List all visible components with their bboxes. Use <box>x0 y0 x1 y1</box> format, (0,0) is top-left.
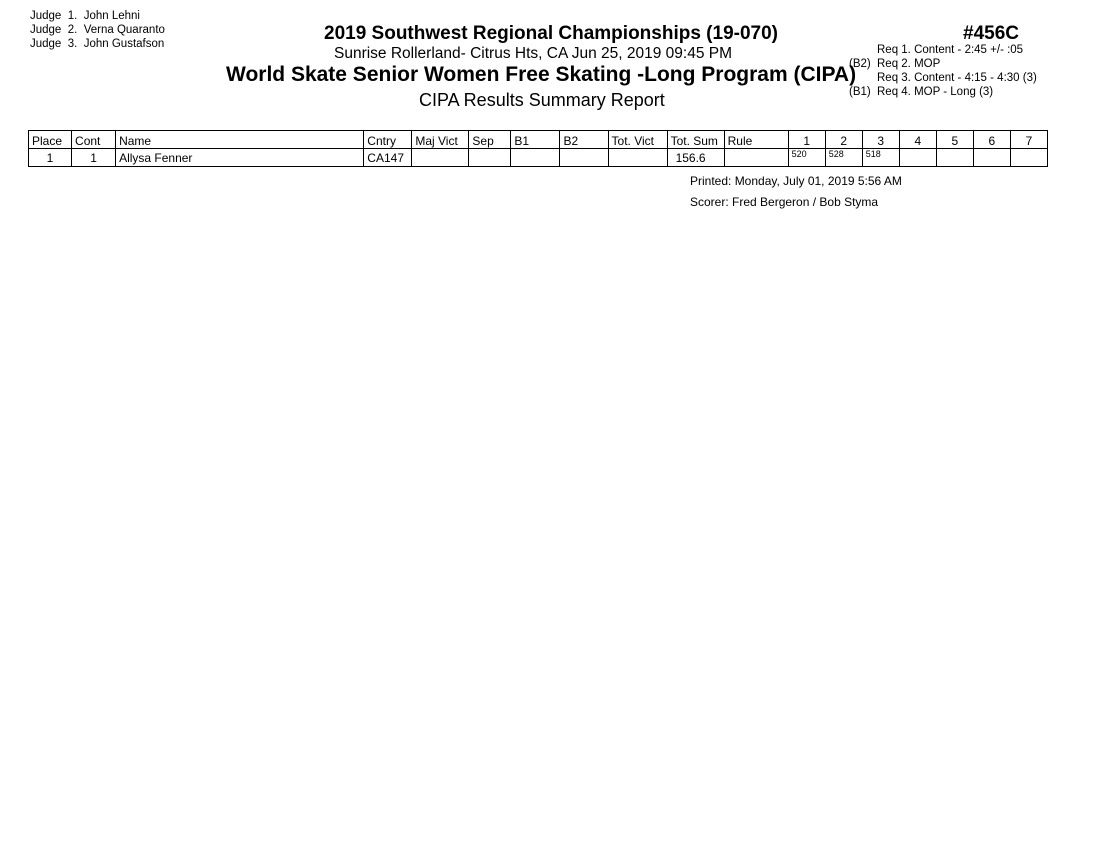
report-title: CIPA Results Summary Report <box>419 90 665 110</box>
column-header-tot-sum: Tot. Sum <box>667 131 724 149</box>
column-header-sep: Sep <box>469 131 511 149</box>
cell-judge-6 <box>973 149 1010 167</box>
judge-label: Judge <box>30 38 62 50</box>
column-header-judge-3: 3 <box>862 131 899 149</box>
cell-judge-7 <box>1010 149 1047 167</box>
column-header-judge-2: 2 <box>825 131 862 149</box>
requirement-text: Req 4. MOP - Long (3) <box>877 86 994 98</box>
cell-cntry: CA147 <box>364 149 412 167</box>
printed-timestamp: Printed: Monday, July 01, 2019 5:56 AM <box>690 174 902 188</box>
requirement-row <box>849 85 1037 99</box>
judge-name: John Gustafson <box>83 38 165 50</box>
requirement-text: Req 3. Content - 4:15 - 4:30 (3) <box>877 72 1037 84</box>
column-header-cont: Cont <box>72 131 116 149</box>
judge-name: John Lehni <box>83 10 140 22</box>
judge-row <box>30 9 165 23</box>
event-number: #456C <box>963 23 1019 44</box>
judge-label: Judge <box>30 10 62 22</box>
cell-place: 1 <box>29 149 72 167</box>
cell-sep <box>469 149 511 167</box>
requirements-list <box>849 43 1037 99</box>
judge-number: 2. <box>67 24 78 36</box>
column-header-cntry: Cntry <box>364 131 412 149</box>
requirement-text: Req 2. MOP <box>877 58 941 70</box>
cell-b1 <box>511 149 560 167</box>
table-header-row <box>29 131 1048 149</box>
cell-name: Allysa Fenner <box>116 149 364 167</box>
cell-judge-4 <box>899 149 936 167</box>
judge-number: 1. <box>67 10 78 22</box>
judge-row <box>30 23 165 37</box>
cell-rule <box>724 149 788 167</box>
column-header-judge-4: 4 <box>899 131 936 149</box>
requirement-prefix: (B2) <box>849 58 871 70</box>
column-header-judge-6: 6 <box>973 131 1010 149</box>
scorer-line: Scorer: Fred Bergeron / Bob Styma <box>690 195 879 209</box>
judge-number: 3. <box>67 38 78 50</box>
cell-judge-5 <box>936 149 973 167</box>
venue-line: Sunrise Rollerland- Citrus Hts, CA Jun 25, 2019 09:45 PM <box>334 45 733 62</box>
cell-tot-vict <box>608 149 667 167</box>
event-title: World Skate Senior Women Free Skating -Long Program (CIPA) <box>226 63 857 86</box>
judge-list <box>30 9 165 51</box>
column-header-judge-7: 7 <box>1010 131 1047 149</box>
judge-name: Verna Quaranto <box>83 24 165 36</box>
cell-maj-vict <box>412 149 469 167</box>
column-header-rule: Rule <box>724 131 788 149</box>
requirement-row <box>849 57 1037 71</box>
requirement-row <box>849 71 1037 85</box>
column-header-b2: B2 <box>560 131 608 149</box>
column-header-judge-5: 5 <box>936 131 973 149</box>
table-row <box>29 149 1048 167</box>
cell-tot-sum: 156.6 <box>667 149 724 167</box>
cell-cont: 1 <box>72 149 116 167</box>
judge-label: Judge <box>30 24 62 36</box>
column-header-b1: B1 <box>511 131 560 149</box>
cell-b2 <box>560 149 608 167</box>
cell-judge-1: 520 <box>788 149 825 167</box>
requirement-text: Req 1. Content - 2:45 +/- :05 <box>877 44 1024 56</box>
results-table <box>28 130 1048 167</box>
column-header-tot-vict: Tot. Vict <box>608 131 667 149</box>
judge-row <box>30 37 165 51</box>
championship-title: 2019 Southwest Regional Championships (19-070) <box>324 23 778 44</box>
requirement-prefix: (B1) <box>849 86 871 98</box>
cell-judge-2: 528 <box>825 149 862 167</box>
column-header-maj-vict: Maj Vict <box>412 131 469 149</box>
column-header-judge-1: 1 <box>788 131 825 149</box>
column-header-name: Name <box>116 131 364 149</box>
cell-judge-3: 518 <box>862 149 899 167</box>
column-header-place: Place <box>29 131 72 149</box>
requirement-row <box>849 43 1037 57</box>
